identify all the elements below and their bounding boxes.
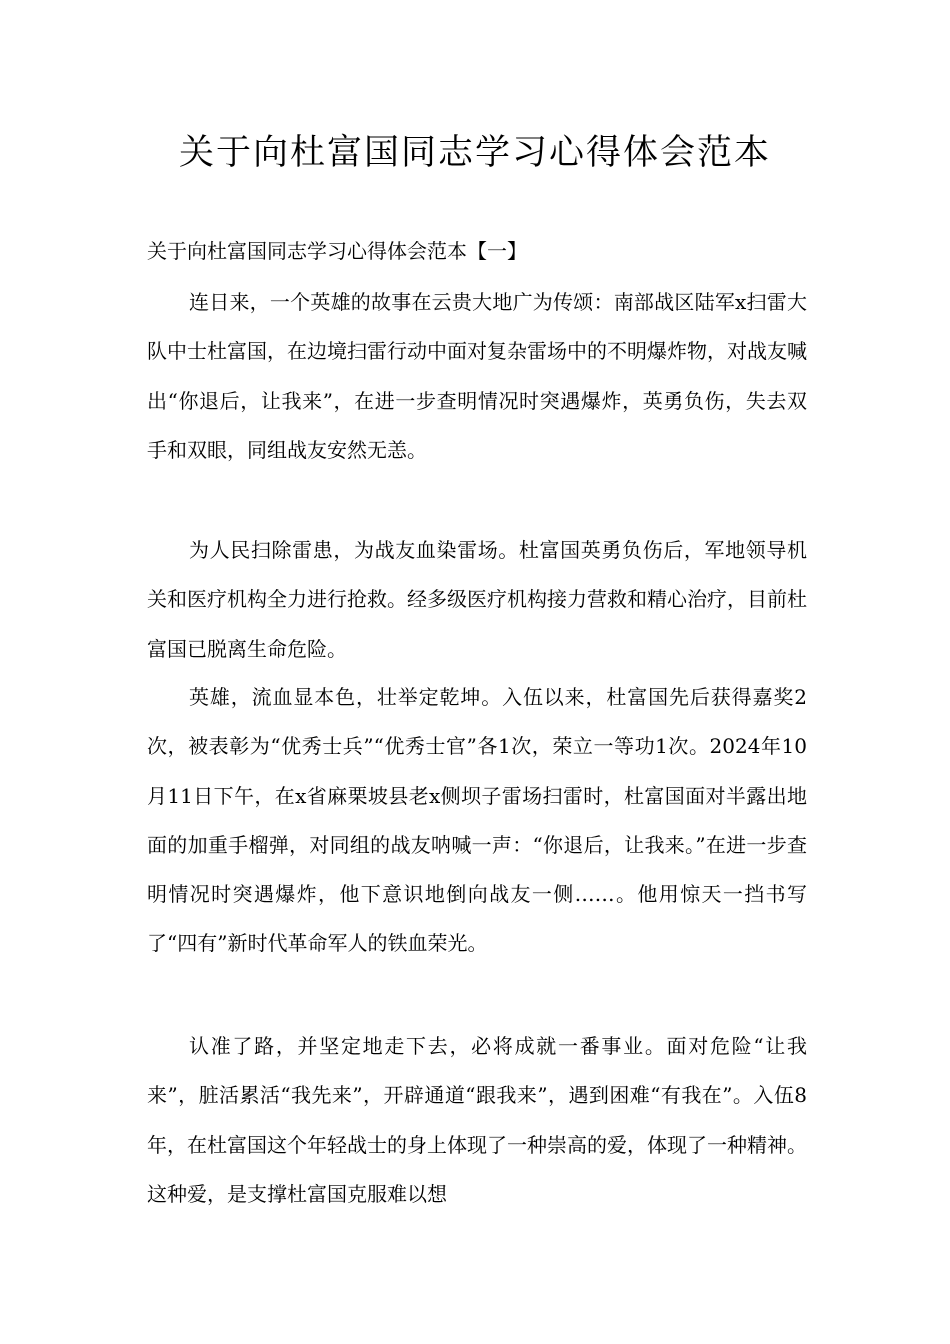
paragraph-1: 连日来，一个英雄的故事在云贵大地广为传颂：南部战区陆军x扫雷大队中士杜富国，在边境扫雷行动中面对复杂雷场中的不明爆炸物，对战友喊出“你退后，让我来”，在进一步查明情况时突遇爆炸，英勇负伤，失去双手和双眼，同组战友安然无恙。 — [147, 290, 807, 462]
paragraph-2: 为人民扫除雷患，为战友血染雷场。杜富国英勇负伤后，军地领导机关和医疗机构全力进行抢救。经多级医疗机构接力营救和精心治疗，目前杜富国已脱离生命危险。 — [147, 538, 807, 661]
section-heading: 关于向杜富国同志学习心得体会范本【一】 — [147, 239, 527, 263]
document-title: 关于向杜富国同志学习心得体会范本 — [178, 133, 771, 173]
paragraph-4: 认准了路，并坚定地走下去，必将成就一番事业。面对危险“让我来”，脏活累活“我先来”，开辟通道“跟我来”，遇到困难“有我在”。入伍8年，在杜富国这个年轻战士的身上体现了一种崇高的爱，体现了一种精神。这种爱，是支撑杜富国克服难以想 — [147, 1034, 807, 1206]
paragraph-3: 英雄，流血显本色，壮举定乾坤。入伍以来，杜富国先后获得嘉奖2次，被表彰为“优秀士兵”“优秀士官”各1次，荣立一等功1次。2024年10月11日下午，在x省麻栗坡县老x侧坝子雷场扫雷时，杜富国面对半露出地面的加重手榴弹，对同组的战友呐喊一声：“你退后，让我来。”在进一步查明情况时突遇爆炸，他下意识地倒向战友一侧……。他用惊天一挡书写了“四有”新时代革命军人的铁血荣光。 — [147, 685, 807, 956]
